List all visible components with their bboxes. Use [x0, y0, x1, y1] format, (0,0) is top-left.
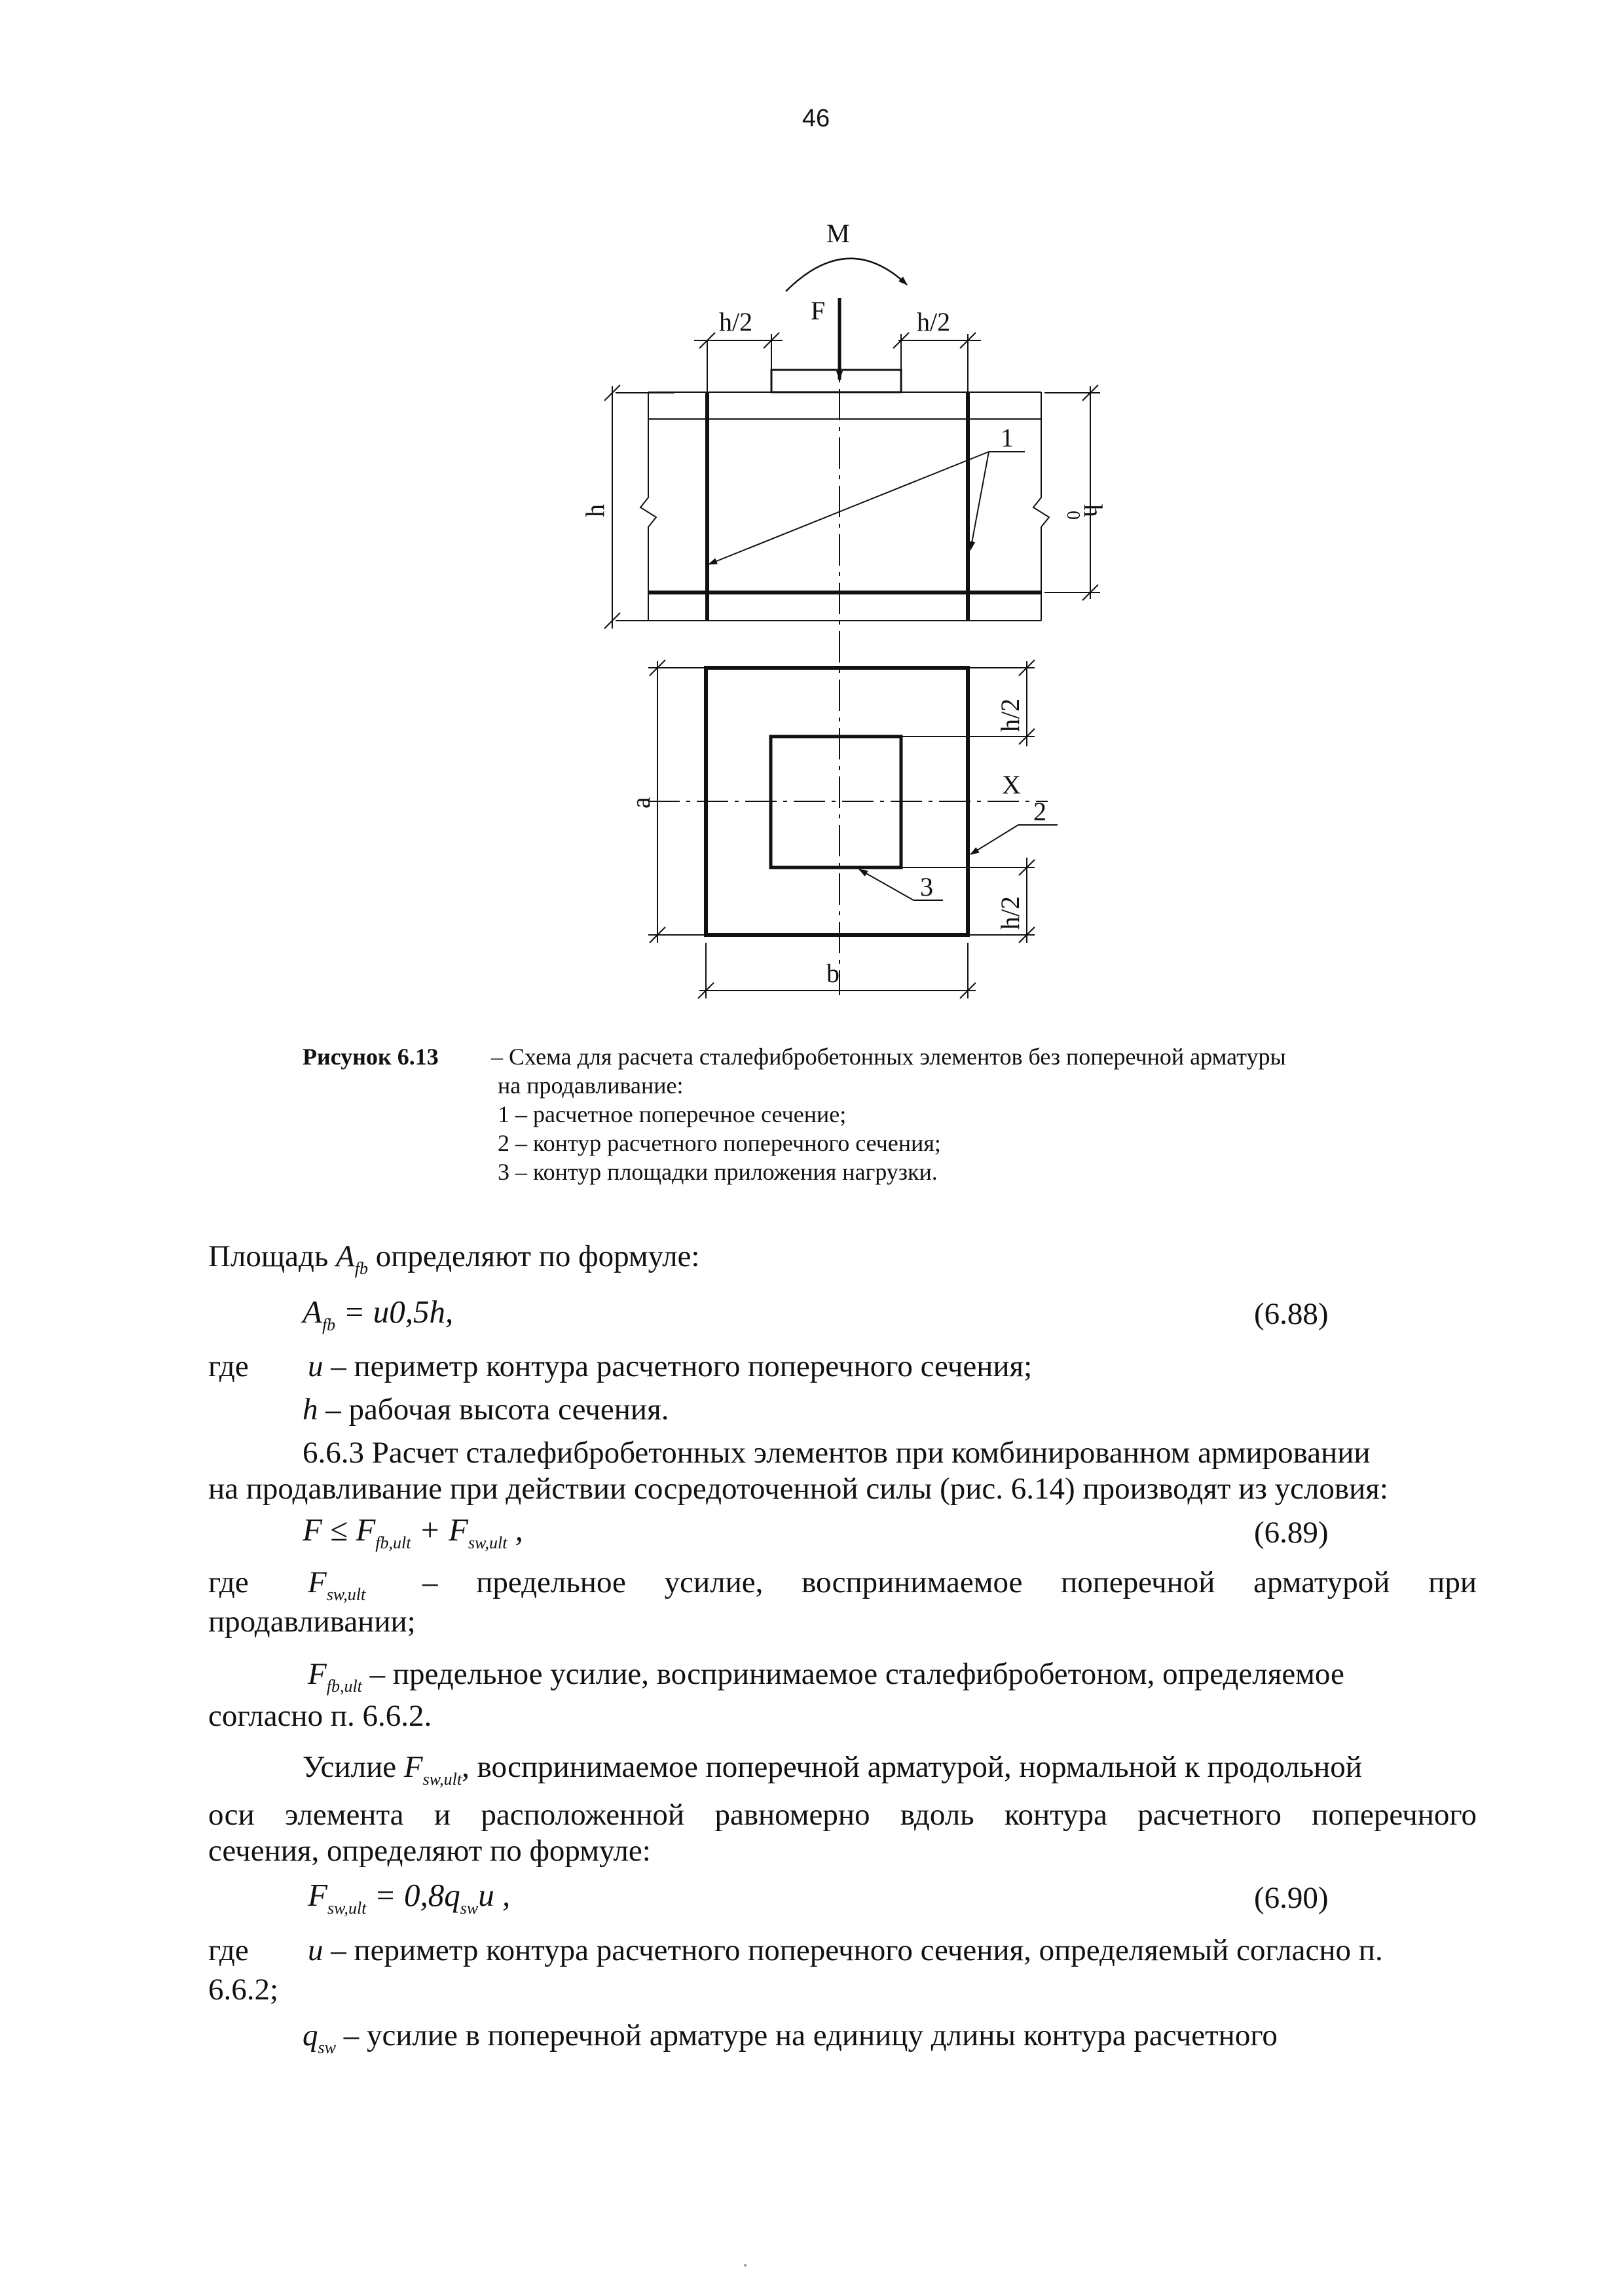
- label-M: M: [826, 219, 850, 248]
- figure-6-13: [0, 0, 1624, 1021]
- page-number: 46: [802, 105, 830, 132]
- moment-arc: [786, 259, 907, 291]
- equation-number-6-88: (6.88): [1254, 1297, 1329, 1331]
- caption-line-4: 2 – контур расчетного поперечного сечения;: [498, 1130, 941, 1156]
- definition-h: h – рабочая высота сечения.: [303, 1393, 669, 1427]
- definition-u: u – периметр контура расчетного поперечного сечения;: [308, 1349, 1033, 1383]
- definition-fsw-line2: продавливании;: [208, 1605, 416, 1639]
- caption-line-3: 1 – расчетное поперечное сечение;: [498, 1101, 847, 1127]
- caption-line-2: на продавливание:: [498, 1072, 684, 1099]
- label-F: F: [811, 296, 826, 325]
- section-6-6-3-line2: на продавливание при действии сосредоточенной силы (рис. 6.14) производят из условия:: [208, 1472, 1388, 1506]
- caption-line-5: 3 – контур площадки приложения нагрузки.: [498, 1159, 938, 1185]
- where-label-2: где: [208, 1565, 249, 1599]
- label-h0: h: [1079, 504, 1108, 517]
- scan-speck: [744, 2264, 747, 2267]
- label-half-h-right: h/2: [917, 307, 951, 337]
- label-b: b: [826, 958, 840, 988]
- definition-qsw: $q_{sw}$ – усилие в поперечной арматуре на единицу длины контура расчетного: [303, 2018, 1278, 2057]
- where-label-3: где: [208, 1933, 249, 1967]
- load-plate: [771, 370, 901, 392]
- definition-u2: u – периметр контура расчетного поперечного сечения, определяемый согласно п.: [308, 1933, 1383, 1967]
- definition-ffb: $F_{fb,ult}$ – предельное усилие, воспринимаемое сталефибробетоном, определяемое: [308, 1657, 1344, 1696]
- label-a: a: [626, 797, 655, 809]
- label-callout-2: 2: [1033, 797, 1046, 826]
- caption-line-1: – Схема для расчета сталефибробетонных элементов без поперечной арматуры: [491, 1044, 1286, 1070]
- caption-label: Рисунок 6.13: [303, 1044, 439, 1070]
- label-x: X: [1002, 770, 1021, 799]
- paragraph-force-line2: оси элемента и расположенной равномерно вдоль контура расчетного поперечного: [208, 1798, 1477, 1832]
- paragraph-area: Площадь $A_{fb}$ определяют по формуле:: [208, 1239, 700, 1278]
- label-callout-3: 3: [920, 872, 933, 902]
- definition-u2-line2: 6.6.2;: [208, 1973, 279, 2007]
- paragraph-force-line3: сечения, определяют по формуле:: [208, 1834, 651, 1868]
- label-half-h-bottom: h/2: [995, 896, 1025, 930]
- label-callout-1: 1: [1001, 423, 1014, 452]
- section-6-6-3-line1: 6.6.3 Расчет сталефибробетонных элементов при комбинированном армировании: [303, 1436, 1371, 1470]
- paragraph-force-line1: Усилие $F_{sw,ult}$, воспринимаемое поперечной арматурой, нормальной к продольной: [303, 1750, 1362, 1789]
- label-h0-sub: 0: [1063, 511, 1083, 520]
- definition-fsw-symbol: $F_{sw,ult}$: [308, 1565, 366, 1604]
- label-h: h: [580, 504, 610, 517]
- equation-6-89: $F \le F_{fb,ult} + F_{sw,ult}$ ,: [303, 1512, 523, 1552]
- label-half-h-top: h/2: [995, 698, 1025, 732]
- definition-ffb-line2: согласно п. 6.6.2.: [208, 1699, 432, 1733]
- label-half-h-left: h/2: [719, 307, 753, 337]
- definition-fsw: – предельное усилие, воспринимаемое поперечной арматурой при: [422, 1565, 1477, 1599]
- equation-6-88: $A_{fb} = u0,5h$,: [303, 1294, 454, 1334]
- equation-number-6-90: (6.90): [1254, 1881, 1329, 1915]
- equation-number-6-89: (6.89): [1254, 1516, 1329, 1550]
- equation-6-90: $F_{sw,ult} = 0,8q_{sw}u$ ,: [308, 1877, 511, 1918]
- where-label: где: [208, 1349, 249, 1383]
